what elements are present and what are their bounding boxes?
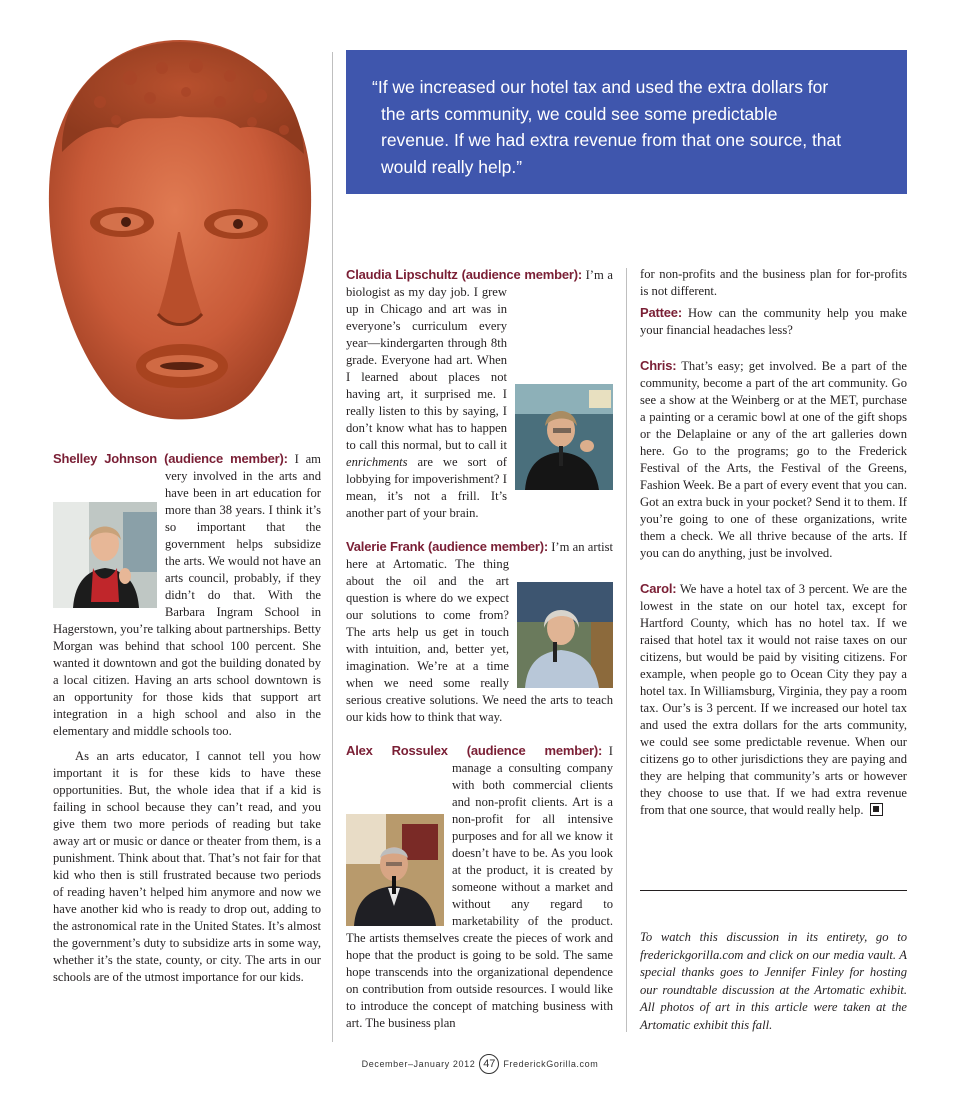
column-3 xyxy=(640,266,907,819)
speaker-valerie: Valerie Frank (audience member): xyxy=(346,539,548,554)
speaker-pattee: Pattee: xyxy=(640,305,682,320)
footer-date: December–January 2012 xyxy=(361,1059,476,1069)
alex-continuation: for non-profits and the business plan for for-profits is not different. xyxy=(640,267,907,298)
chris-text: That’s easy; get involved. Be a part of the community, become a part of the art community. Go see a show at the Weinberg or at the MET, purchase a painting or a ceramic bowl at one of the gift shops or the Delaplaine or any of the art galleries down here. Go to the programs; go to the Frederick Festival of the Arts, the Festival of the Greens, Fashion Week. Be a part of every event that you can. Got an extra buck in your pocket? Send it to them. If you’re going to one of these organizations, write them a check. We all thrive because of the arts. If you can do anything, just be involved. xyxy=(640,359,908,560)
page-number: 47 xyxy=(479,1054,499,1074)
valerie-text: I’m an artist here at Artomatic. The thing about the oil and the art question is where do we expect our solutions to come from? The arts help us get in touch with intuition, and, better yet, imagination. We’re at a time when we need some really serious creative solutions. We need the arts to teach our kids how to think that way. xyxy=(346,540,613,724)
closing-note: To watch this discussion in its entirety, go to frederickgorilla.com and click on our media vault. A special thanks goes to Jennifer Finley for hosting our roundtable discussion at the Artomatic exhibit. All photos of art in this article were taken at the Artomatic exhibit this fall. xyxy=(640,930,907,1032)
alex-text: I manage a consulting company with both commercial clients and non-profit clients. Art is a non-profit for all intensive purposes and for all we know it doesn’t have to be. As you look at the product, it is created by someone without a market and without any regard to marketability of the product. The artists themselves create the pieces of work and hope that the product is going to be sold. The same hope transcends into the organizational dependence on contribution from outside resources. I would like to introduce the concept of matching business with art. The business plan xyxy=(346,744,613,1030)
end-mark-icon xyxy=(870,803,883,816)
shelley-text-2: As an arts educator, I cannot tell you how important it is for these kids to have these opportunities. But, the whole idea that if a kid is failing in school because they can’t read, and you give them two more periods of reading but take away art or music or dance or theater from them, is a punishment. Think about that. That’s not fair for that kid who then is still frustrated because two periods of reading haven’t helped him anymore and now we have another kid who is ready to drop out, adding to the astronomical rate in the United States. It’s almost the government’s duty to subsidize arts in some way, whether it’s the state, county, or city. The arts in our schools are of the utmost importance for our kids. xyxy=(53,749,321,984)
pull-quote-box xyxy=(346,50,907,194)
speaker-alex: Alex Rossulex (audience member): xyxy=(346,743,603,758)
speaker-claudia: Claudia Lipschultz (audience member): xyxy=(346,267,582,282)
note-divider xyxy=(640,890,907,891)
photo-shelley-image xyxy=(53,502,157,608)
claudia-text-em: enrichments xyxy=(346,455,408,469)
carol-text: We have a hotel tax of 3 percent. We are the lowest in the state on our hotel tax, except for Hartford County, which has no hotel tax. If we raised that hotel tax it would not raise taxes on our citizens, but would be paid by visiting citizens. For example, when people go to Ocean City they pay a hotel tax. In Williamsburg, Virginia, they pay a room tax. Our’s is 3 percent. If we increased our hotel tax and used the extra dollars for the arts community, we could see some predictable revenue. When our citizens go to other jurisdictions they are paying and they are helping that community’s arts or however they choose to use that. If we had extra revenue from that one source, that would really help. xyxy=(640,582,907,817)
photo-claudia-image xyxy=(515,384,613,490)
speaker-chris: Chris: xyxy=(640,358,677,373)
page-footer xyxy=(330,1052,630,1076)
column-1 xyxy=(53,450,321,986)
column-rule-left xyxy=(332,52,333,1042)
column-2 xyxy=(346,266,613,1032)
pull-quote-text: “If we increased our hotel tax and used the extra dollars for the arts community, we could see some predictable revenue. If we had extra revenue from that one source, that would really help.” xyxy=(372,77,842,177)
speaker-carol: Carol: xyxy=(640,581,677,596)
photo-shelley xyxy=(53,502,157,608)
speaker-shelley: Shelley Johnson (audience member): xyxy=(53,451,288,466)
footer-site: FrederickGorilla.com xyxy=(503,1059,599,1069)
claudia-text-b: are we sort of lobbying for impoverishment? I mean, it’s not a frill. It’s another part of your brain. xyxy=(346,455,507,520)
clay-mask-image xyxy=(40,32,320,437)
shelley-text-1: I am very involved in the arts and have been in art education for more than 38 years. I think it’s so important that the government helps subsidize the arts. We would not have an arts council, probably, if they didn’t do that. With the Barbara Ingram School in Hagerstown, you’re talking about partnerships. Betty Morgan was behind that school 100 percent. She wanted it downtown and got the building donated by a local citizen. Having an arts school downtown is an opportunity for those kids that support art integration in a high school and also in the elementary and middle schools too. xyxy=(53,452,321,738)
photo-valerie xyxy=(517,582,613,688)
photo-alex-image xyxy=(346,814,444,926)
photo-alex xyxy=(346,814,444,926)
column-rule-right xyxy=(626,268,627,1032)
claudia-text-a: I’m a biologist as my day job. I grew up in Chicago and art was in everyone’s curriculum every year—kindergarten through 8th grade. Everyone had art. When I learned about places not having art, it surprised me. I really listen to this by saying, I don’t know what has to happen to call this normal, but to call it xyxy=(346,268,613,452)
photo-claudia xyxy=(515,384,613,490)
photo-valerie-image xyxy=(517,582,613,688)
pattee-text: How can the community help you make your financial headaches less? xyxy=(640,306,907,337)
